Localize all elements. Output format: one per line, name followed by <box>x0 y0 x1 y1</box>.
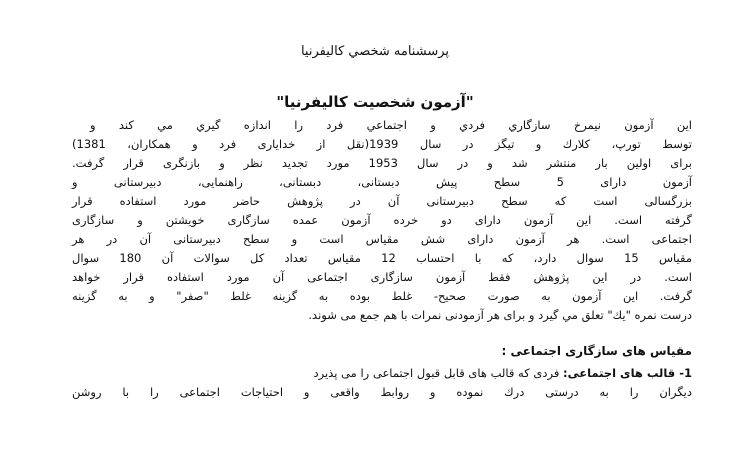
paragraph-line: گرفت. اين آزمون به صورت صحيح- غلط بوده به گزينه غلط "صفر" و به گزينه <box>72 289 692 303</box>
list-item-continuation: ديگران را به درستى درك نموده و روابط واقعى و احتياجات اجتماعى را با روشن <box>72 385 692 399</box>
subheading: مقياس هاى سازگارى اجتماعى : <box>501 344 692 358</box>
paragraph-line: گرفته است. اين آزمون داراى دو خرده آزمون عمده سازگارى خويشتن و سازگارى <box>72 213 692 227</box>
paragraph-line: آزمون داراى 5 سطح پيش دبستانى، دبستانى، راهنمايى، دبيرستانى و <box>72 175 692 189</box>
item-text: فردى كه قالب هاى قابل قبول اجتماعى را مى پذيرد <box>313 366 563 380</box>
item-label: 1- قالب هاى اجتماعى: <box>562 366 692 380</box>
list-item <box>72 366 692 380</box>
section-title: "آزمون شخصيت كاليفرنيا" <box>276 93 474 111</box>
paragraph-line: اجتماعى است. هر آزمون داراى شش مقياس است و سطح دبيرستانى آن در هر <box>72 232 692 246</box>
paragraph-line: براى اولين بار منتشر شد و در سال 1953 مورد تجديد نظر و بازنگرى قرار گرفت. <box>72 156 693 170</box>
paragraph-line: بزرگسالى است كه سطح دبيرستانى آن در پژوهش حاضر مورد استفاده قرار <box>72 194 692 208</box>
paragraph-line: اين آزمون نيمرخ سازگاري فردي و اجتماعي فرد را اندازه گيري مي كند و <box>90 118 692 132</box>
document-title: پرسشنامه شخصي كاليفرنيا <box>300 44 450 59</box>
paragraph-line: مقياس 15 سوال دارد، كه با احتساب 12 مقياس تعداد كل سوالات آن 180 سوال <box>72 251 692 265</box>
paragraph-line: درست نمره "يك" تعلق مي گيرد و براى هر آزمودنى نمرات با هم جمع مى شوند. <box>308 308 692 322</box>
paragraph-line: توسط تورپ، كلارك و تيگز در سال 1939(نقل از خدايارى فرد و همكاران، 1381) <box>72 137 692 151</box>
paragraph-line: است. در اين پژوهش فقط آزمون سازگارى اجتماعى آن مورد استفاده قرار خواهد <box>72 270 692 284</box>
